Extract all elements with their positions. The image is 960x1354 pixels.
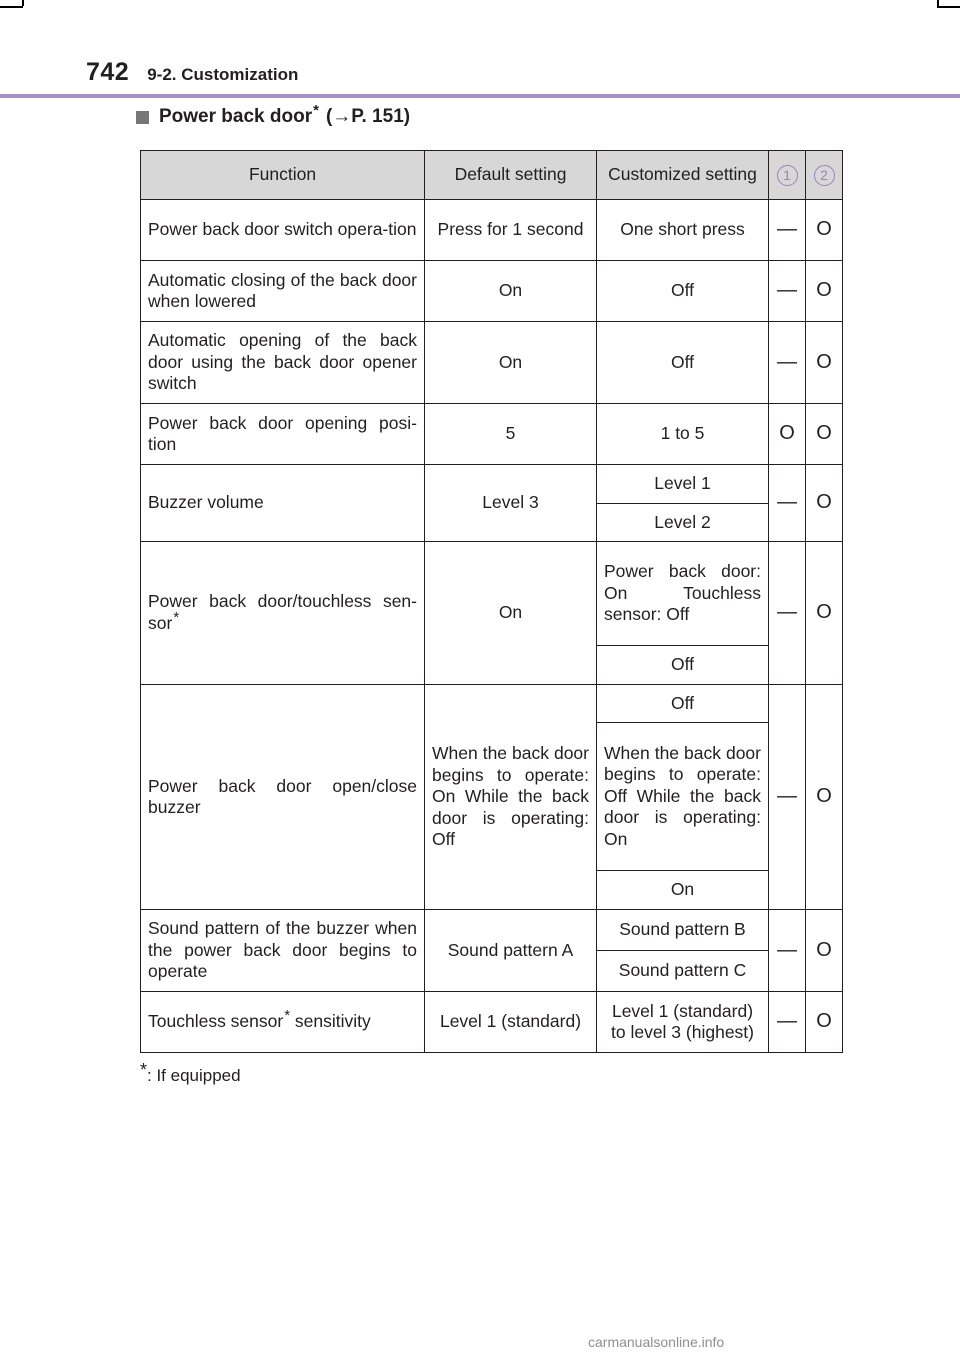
mark-circle: O	[806, 992, 843, 1053]
subheading	[136, 101, 411, 128]
table-row	[141, 261, 843, 322]
table-row	[141, 910, 843, 951]
mark-dash: —	[769, 465, 806, 542]
footnote-star: *	[173, 608, 180, 626]
subheading-title: Power back door	[159, 106, 313, 127]
function-cell: Power back door opening posi-tion	[141, 404, 425, 465]
custom-cell: Level 2	[597, 504, 769, 542]
default-cell: Sound pattern A	[425, 910, 597, 992]
header-rule	[0, 94, 960, 98]
default-cell: On	[425, 542, 597, 685]
mark-circle: O	[806, 685, 843, 910]
custom-cell: Power back door: On Touchless sensor: Off	[597, 542, 769, 646]
custom-cell: On	[597, 871, 769, 910]
page-header	[86, 58, 298, 90]
page-reference-link[interactable]: (→P. 151)	[325, 106, 411, 127]
mark-dash: —	[769, 322, 806, 404]
mark-dash: —	[769, 685, 806, 910]
page-number: 742	[86, 58, 130, 86]
mark-circle: O	[806, 322, 843, 404]
function-cell	[141, 992, 425, 1053]
mark-circle: O	[806, 465, 843, 542]
custom-cell: Level 1 (standard) to level 3 (highest)	[597, 992, 769, 1053]
header-function: Function	[141, 151, 425, 200]
default-cell: Press for 1 second	[425, 200, 597, 261]
function-cell: Sound pattern of the buzzer when the power back door begins to operate	[141, 910, 425, 992]
mark-dash: —	[769, 200, 806, 261]
footnote	[140, 1060, 241, 1086]
custom-cell: Sound pattern C	[597, 951, 769, 992]
function-text-suffix: sensitivity	[290, 1010, 371, 1031]
table-header-row	[141, 151, 843, 200]
mark-dash: —	[769, 261, 806, 322]
square-bullet-icon	[136, 111, 149, 124]
default-cell: When the back door begins to operate: On While the back door is operating: Off	[425, 685, 597, 910]
function-text: Touchless sensor	[148, 1010, 284, 1031]
footnote-star: *	[284, 1006, 291, 1024]
function-cell	[141, 542, 425, 685]
default-cell: Level 1 (standard)	[425, 992, 597, 1053]
custom-cell: One short press	[597, 200, 769, 261]
function-cell: Automatic opening of the back door using the back door opener switch	[141, 322, 425, 404]
circle-two-icon: 2	[814, 165, 835, 186]
function-text: Power back door/touchless sen-sor	[148, 591, 417, 633]
custom-cell: When the back door begins to operate: Off While the back door is operating: On	[597, 723, 769, 871]
default-cell: On	[425, 261, 597, 322]
mark-circle: O	[806, 910, 843, 992]
crop-mark-left-horizontal	[0, 6, 23, 8]
mark-dash: —	[769, 992, 806, 1053]
table-row	[141, 200, 843, 261]
function-cell: Automatic closing of the back door when lowered	[141, 261, 425, 322]
watermark: carmanualsonline.info	[588, 1334, 725, 1350]
mark-circle: O	[806, 542, 843, 685]
circle-one-icon: 1	[777, 165, 798, 186]
function-cell: Power back door switch opera-tion	[141, 200, 425, 261]
mark-circle: O	[806, 404, 843, 465]
footnote-text: : If equipped	[147, 1066, 241, 1085]
settings-table	[140, 150, 843, 1053]
default-cell: Level 3	[425, 465, 597, 542]
custom-cell: Off	[597, 322, 769, 404]
subheading-star: *	[313, 101, 319, 119]
table-row	[141, 542, 843, 646]
header-col2	[806, 151, 843, 200]
mark-circle: O	[769, 404, 806, 465]
custom-cell: Off	[597, 646, 769, 685]
table-row	[141, 992, 843, 1053]
function-cell: Power back door open/close buzzer	[141, 685, 425, 910]
table-row	[141, 465, 843, 504]
crop-mark-right-horizontal	[937, 6, 960, 8]
header-customized: Customized setting	[597, 151, 769, 200]
default-cell: 5	[425, 404, 597, 465]
default-cell: On	[425, 322, 597, 404]
custom-cell: Sound pattern B	[597, 910, 769, 951]
mark-circle: O	[806, 200, 843, 261]
mark-circle: O	[806, 261, 843, 322]
table-row	[141, 322, 843, 404]
footnote-star: *	[140, 1060, 148, 1080]
section-title: 9-2. Customization	[147, 65, 299, 84]
header-default: Default setting	[425, 151, 597, 200]
custom-cell: 1 to 5	[597, 404, 769, 465]
custom-cell: Off	[597, 261, 769, 322]
mark-dash: —	[769, 910, 806, 992]
function-cell: Buzzer volume	[141, 465, 425, 542]
custom-cell: Off	[597, 685, 769, 723]
table-row	[141, 404, 843, 465]
table-row	[141, 685, 843, 723]
custom-cell: Level 1	[597, 465, 769, 504]
mark-dash: —	[769, 542, 806, 685]
header-col1	[769, 151, 806, 200]
